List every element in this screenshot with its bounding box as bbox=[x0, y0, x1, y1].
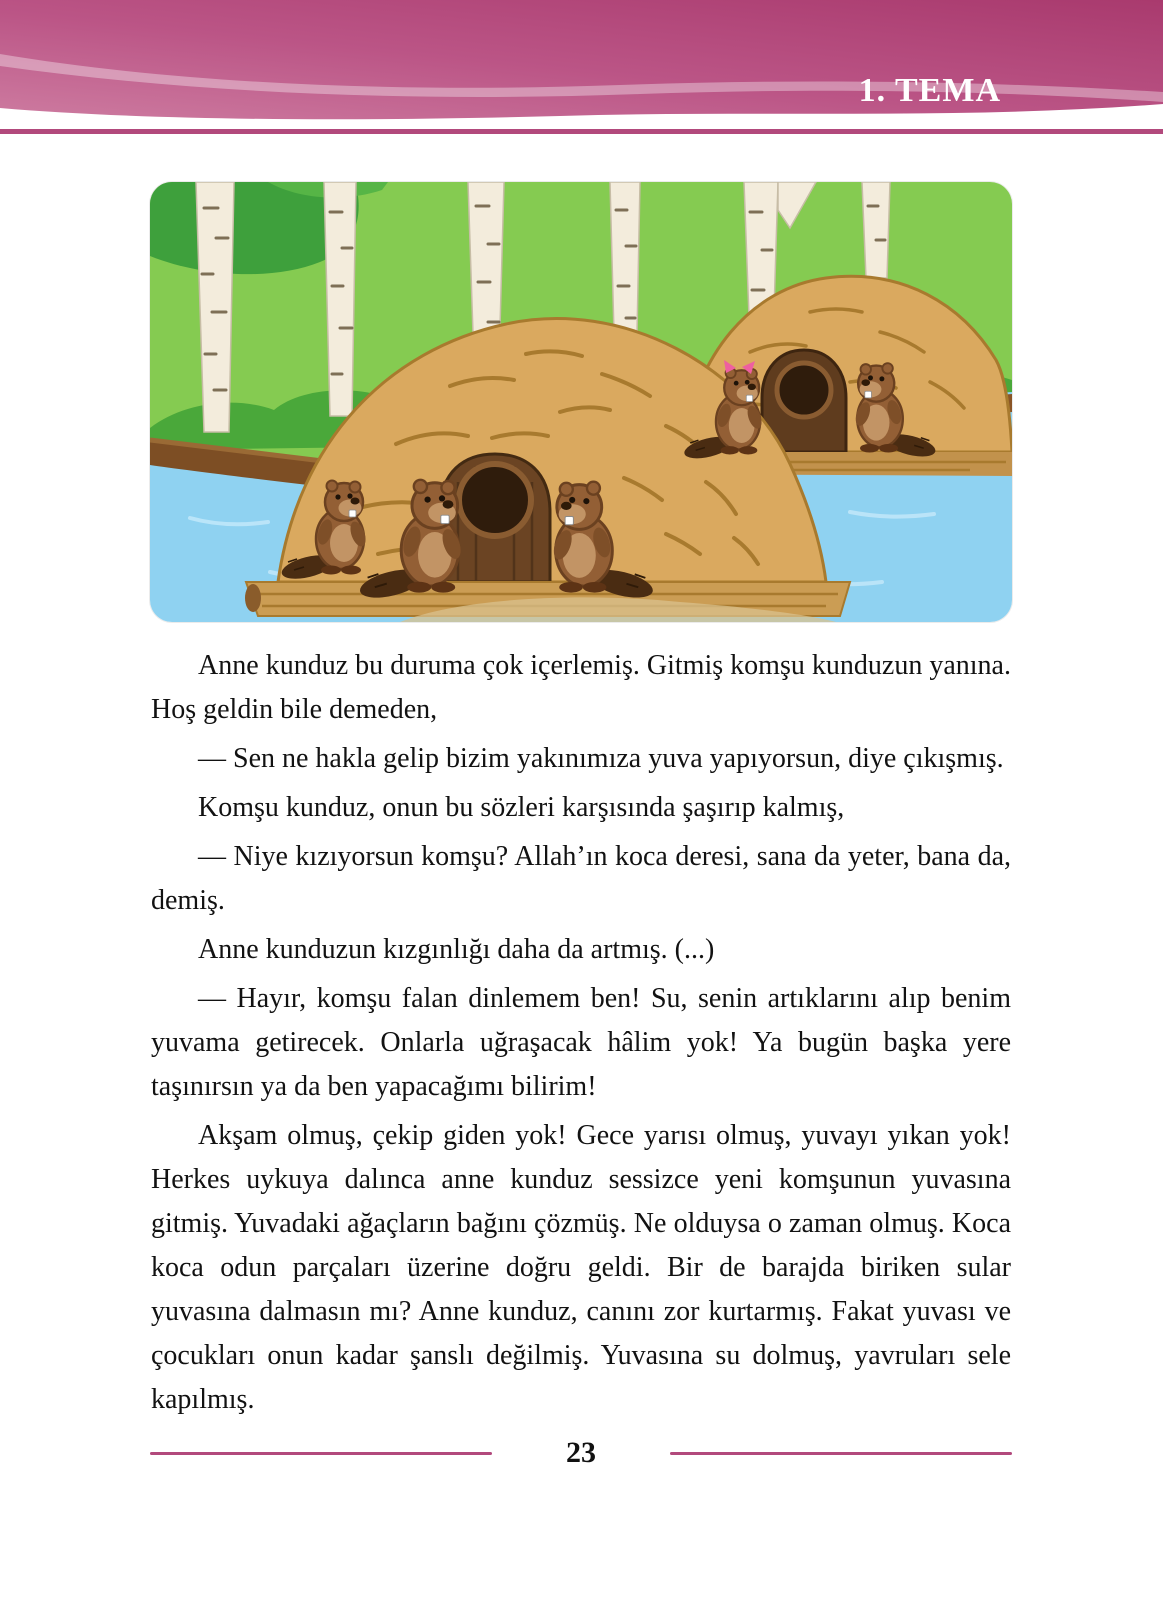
page-number: 23 bbox=[566, 1436, 596, 1469]
tema-title: 1. TEMA bbox=[858, 72, 1001, 109]
story-paragraph: Anne kunduzun kızgınlığı daha da artmış. (...) bbox=[198, 934, 715, 965]
story-paragraph: — Hayır, komşu falan dinlemem ben! Su, senin artıklarını alıp benim yuvama getirecek. Onlarla uğraşacak hâlim yok! Ya bugün başka yere taşınırsın ya da ben yapacağımı bilirim! bbox=[151, 983, 1011, 1102]
illustration-scene bbox=[150, 182, 1012, 622]
story-paragraph: Komşu kunduz, onun bu sözleri karşısında şaşırıp kalmış, bbox=[198, 792, 845, 823]
story-paragraph: Akşam olmuş, çekip giden yok! Gece yarısı olmuş, yuvayı yıkan yok! Herkes uykuya dalınca anne kunduz sessizce yeni komşunun yuvasına gitmiş. Yuvadaki ağaçların bağını çözmüş. Ne olduysa o zaman olmuş. Koca koca odun parçaları üzerine doğru geldi. Bir de barajda biriken sular yuvasına dalmasın mı? Anne kunduz, canını zor kurtarmış. Fakat yuvası ve çocukları onun kadar şanslı değilmiş. Yuvasına su dolmuş, yavruları sele kapılmış. bbox=[151, 1120, 1011, 1415]
story-paragraph: — Sen ne hakla gelip bizim yakınımıza yuva yapıyorsun, diye çıkışmış. bbox=[198, 743, 1004, 774]
story-paragraph: — Niye kızıyorsun komşu? Allah’ın koca deresi, sana da yeter, bana da, demiş. bbox=[151, 841, 1011, 916]
story-illustration bbox=[150, 182, 1012, 622]
header-band bbox=[0, 0, 1163, 142]
header-decoration bbox=[0, 0, 1163, 142]
header-divider-line bbox=[0, 129, 1163, 134]
page-footer bbox=[150, 1436, 1012, 1470]
footer-rule-right bbox=[670, 1452, 1012, 1455]
footer-rule-left bbox=[150, 1452, 492, 1455]
story-paragraph: Anne kunduz bu duruma çok içerlemiş. Gitmiş komşu kunduzun yanına. Hoş geldin bile demeden, bbox=[151, 650, 1011, 725]
story-text bbox=[151, 644, 1011, 1422]
